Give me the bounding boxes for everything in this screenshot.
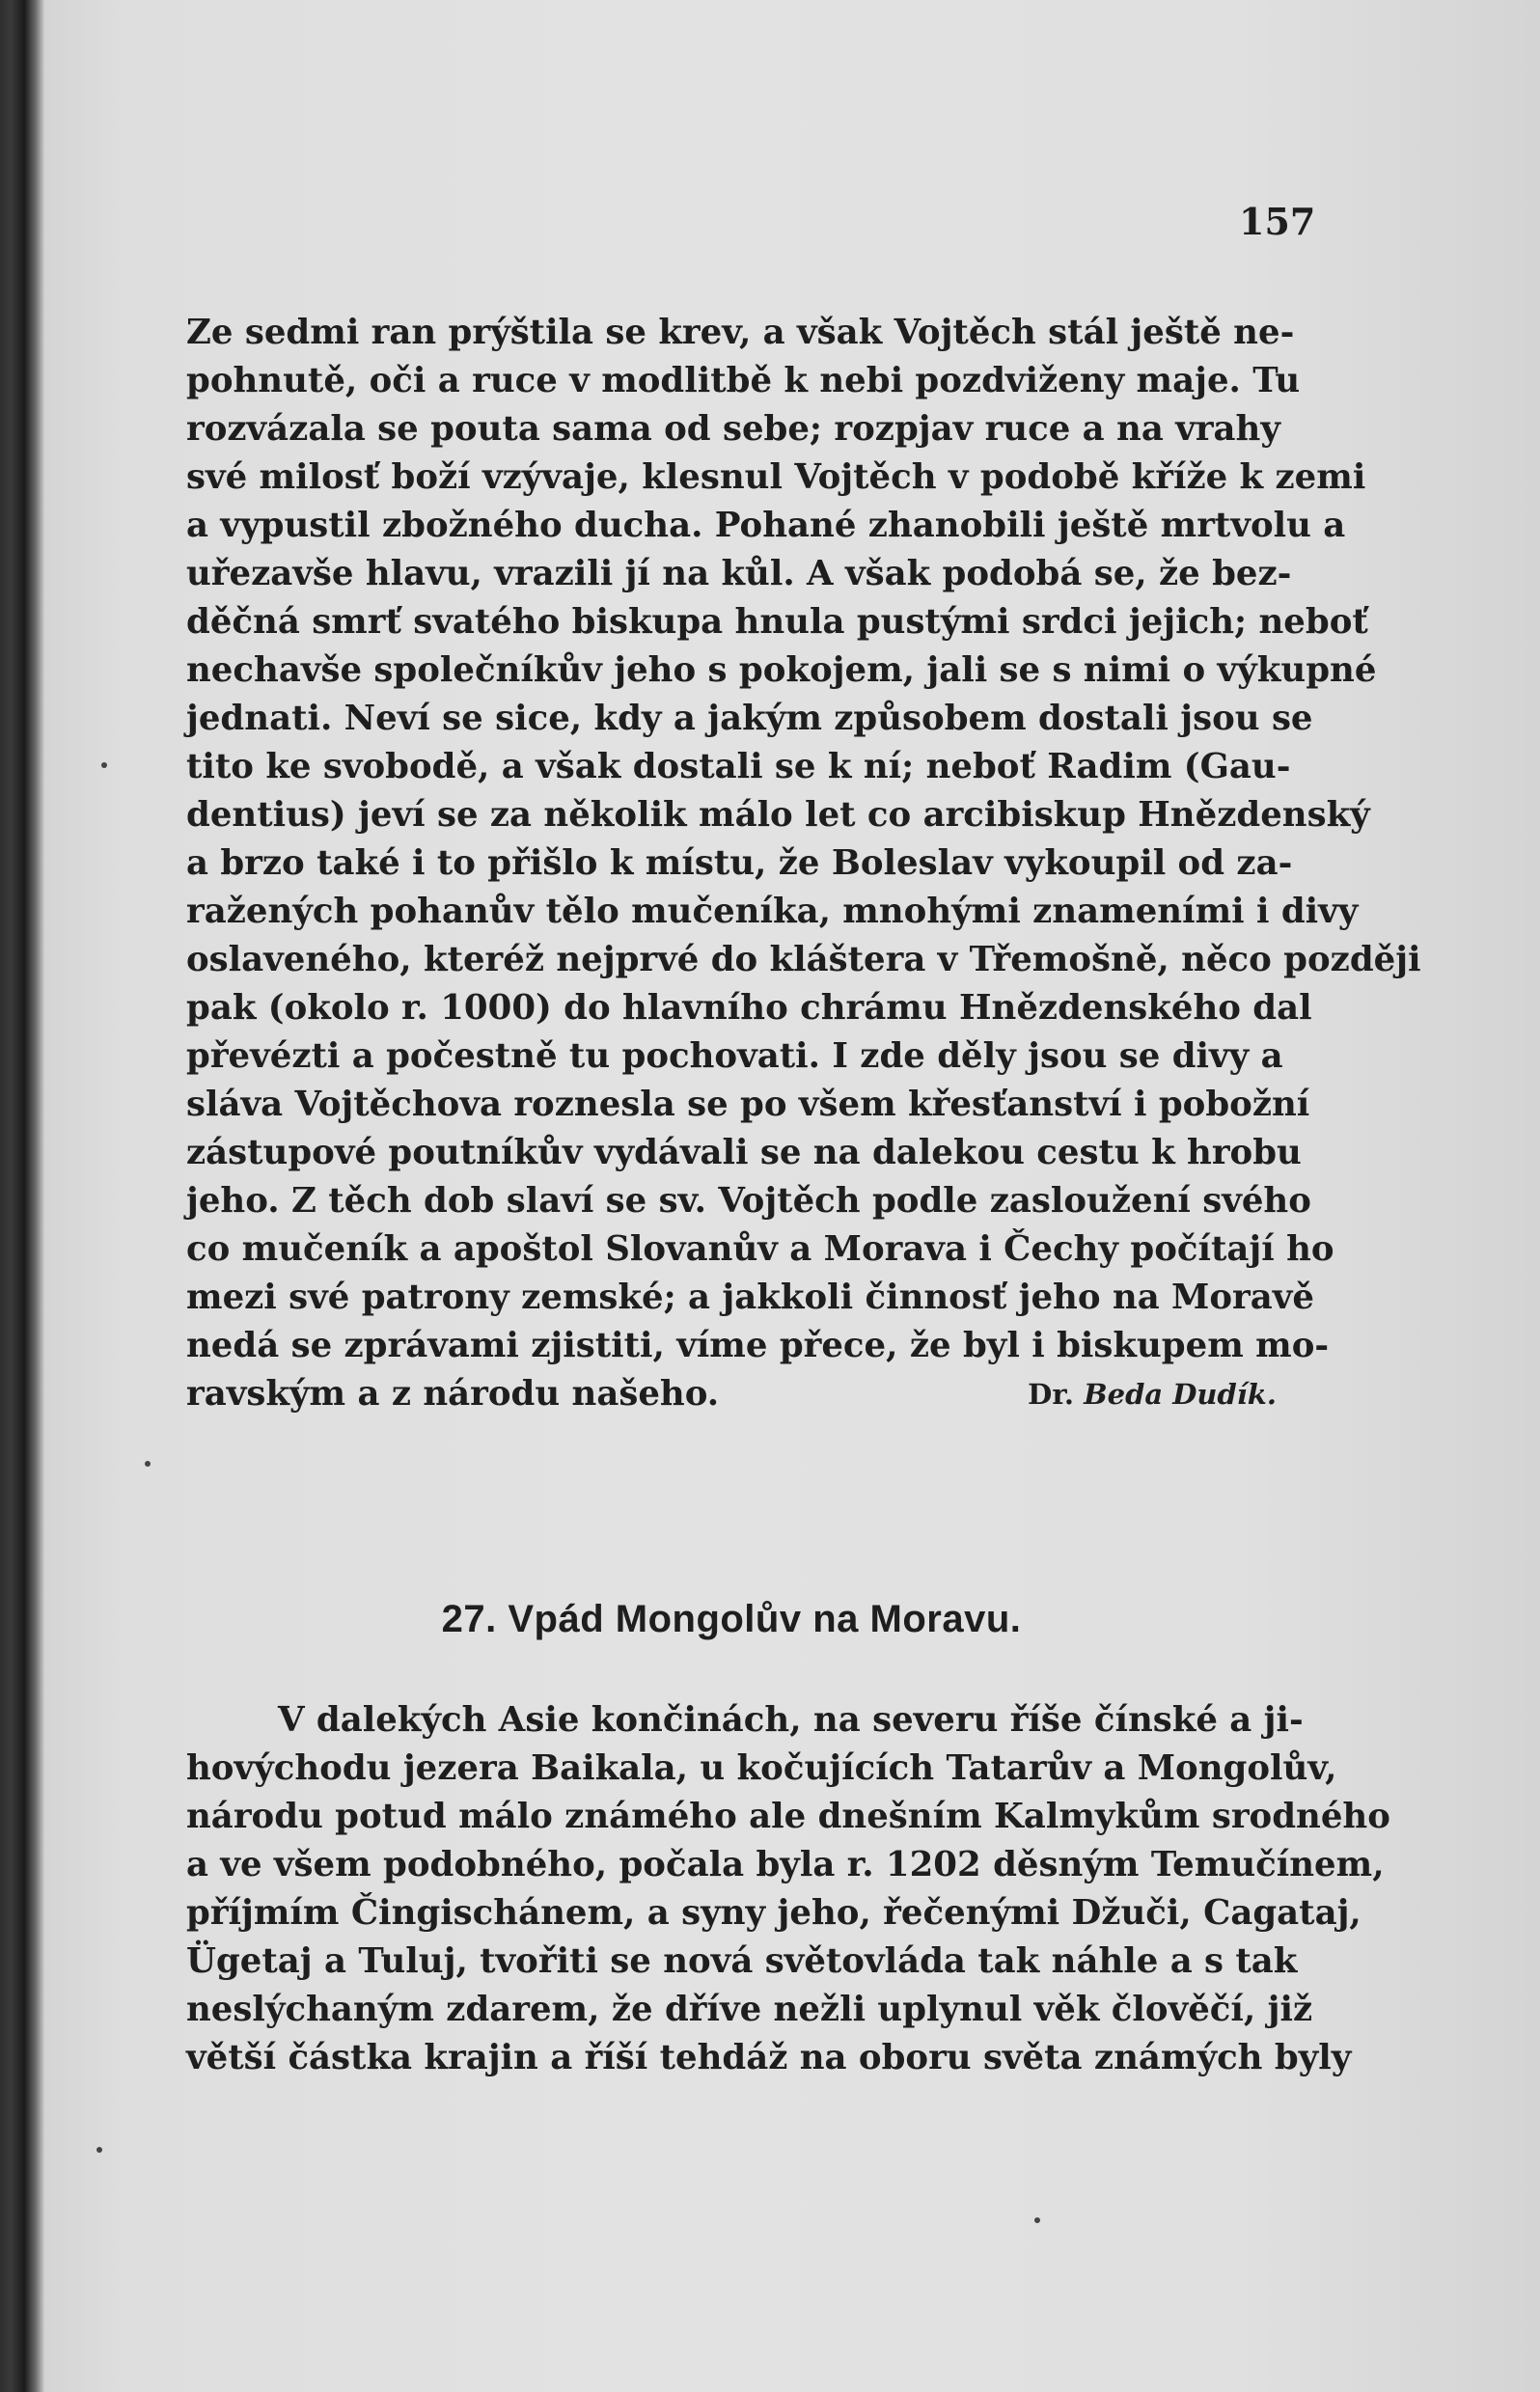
text-line: hovýchodu jezera Baikala, u kočujících Tatarův a Mongolův, — [186, 1748, 1337, 1788]
text-line: pak (okolo r. 1000) do hlavního chrámu Hnězdenského dal — [186, 988, 1312, 1028]
text-line: národu potud málo známého ale dnešním Kalmykům srodného — [186, 1797, 1390, 1836]
text-line: tito ke svobodě, a však dostali se k ní; neboť Radim (Gau- — [186, 747, 1291, 786]
page-number: 157 — [1239, 200, 1316, 243]
text-line: co mučeník a apoštol Slovanův a Morava i Čechy počítají ho — [186, 1229, 1334, 1269]
text-line: nedá se zprávami zjistiti, víme přece, že byl i biskupem mo- — [186, 1326, 1330, 1365]
paragraph-vojtech — [186, 309, 1421, 1418]
closing-line — [186, 1370, 1277, 1418]
paragraph-mongols — [186, 1696, 1390, 2082]
text-line: jednati. Neví se sice, kdy a jakým způsobem dostali jsou se — [186, 699, 1313, 738]
text-line: a vypustil zbožného ducha. Pohané zhanobili ještě mrtvolu a — [186, 506, 1346, 545]
text-line: větší částka krajin a říší tehdáž na oboru světa známých byly — [186, 2038, 1352, 2077]
text-line: rozvázala se pouta sama od sebe; rozpjav ruce a na vrahy — [186, 409, 1280, 449]
text-line: převézti a počestně tu pochovati. I zde děly jsou se divy a — [186, 1036, 1283, 1076]
text-line: neslýchaným zdarem, že dříve nežli uplynul věk člověčí, již — [186, 1990, 1313, 2029]
text-line: jeho. Z těch dob slaví se sv. Vojtěch podle zasloužení svého — [186, 1181, 1311, 1221]
text-line: a brzo také i to přišlo k místu, že Boleslav vykoupil od za- — [186, 843, 1293, 883]
scan-speck — [145, 1461, 151, 1467]
text-line: ražených pohanův tělo mučeníka, mnohými znameními i divy — [186, 892, 1359, 931]
text-line: Ügetaj a Tuluj, tvořiti se nová světovláda tak náhle a s tak — [186, 1941, 1298, 1981]
text-line: oslaveného, kteréž nejprvé do kláštera v Třemošně, něco později — [186, 940, 1421, 979]
text-line: V dalekých Asie končinách, na severu říše čínské a ji- — [278, 1700, 1304, 1740]
scan-speck — [96, 2147, 102, 2153]
scan-speck — [1034, 2217, 1040, 2223]
scan-binding-edge — [0, 0, 44, 2392]
scan-speck — [101, 762, 107, 768]
chapter-title: 27. Vpád Mongolův na Moravu. — [441, 1598, 1022, 1640]
text-line: uřezavše hlavu, vrazili jí na kůl. A však podobá se, že bez- — [186, 554, 1292, 593]
signature-prefix: Dr. — [1028, 1378, 1075, 1411]
text-line-last: ravským a z národu našeho. — [186, 1374, 720, 1414]
text-line: Ze sedmi ran prýštila se krev, a však Vojtěch stál ještě ne- — [186, 313, 1295, 352]
text-line: nechavše společníkův jeho s pokojem, jali se s nimi o výkupné — [186, 650, 1377, 690]
text-line: své milosť boží vzývaje, klesnul Vojtěch v podobě kříže k zemi — [186, 457, 1366, 497]
text-line: dentius) jeví se za několik málo let co arcibiskup Hnězdenský — [186, 795, 1370, 835]
text-line: děčná smrť svatého biskupa hnula pustými srdci jejich; neboť — [186, 602, 1368, 642]
author-signature — [1028, 1370, 1277, 1418]
text-line: příjmím Čingischánem, a syny jeho, řečenými Džuči, Cagataj, — [186, 1893, 1361, 1933]
text-line: sláva Vojtěchova roznesla se po všem křesťanství i pobožní — [186, 1085, 1310, 1124]
text-line: a ve všem podobného, počala byla r. 1202 děsným Temučínem, — [186, 1845, 1385, 1884]
text-line: zástupové poutníkův vydávali se na dalekou cestu k hrobu — [186, 1133, 1302, 1172]
signature-name: Beda Dudík. — [1084, 1378, 1277, 1411]
text-line: mezi své patrony zemské; a jakkoli činnosť jeho na Moravě — [186, 1278, 1314, 1317]
text-line: pohnutě, oči a ruce v modlitbě k nebi pozdviženy maje. Tu — [186, 361, 1301, 400]
